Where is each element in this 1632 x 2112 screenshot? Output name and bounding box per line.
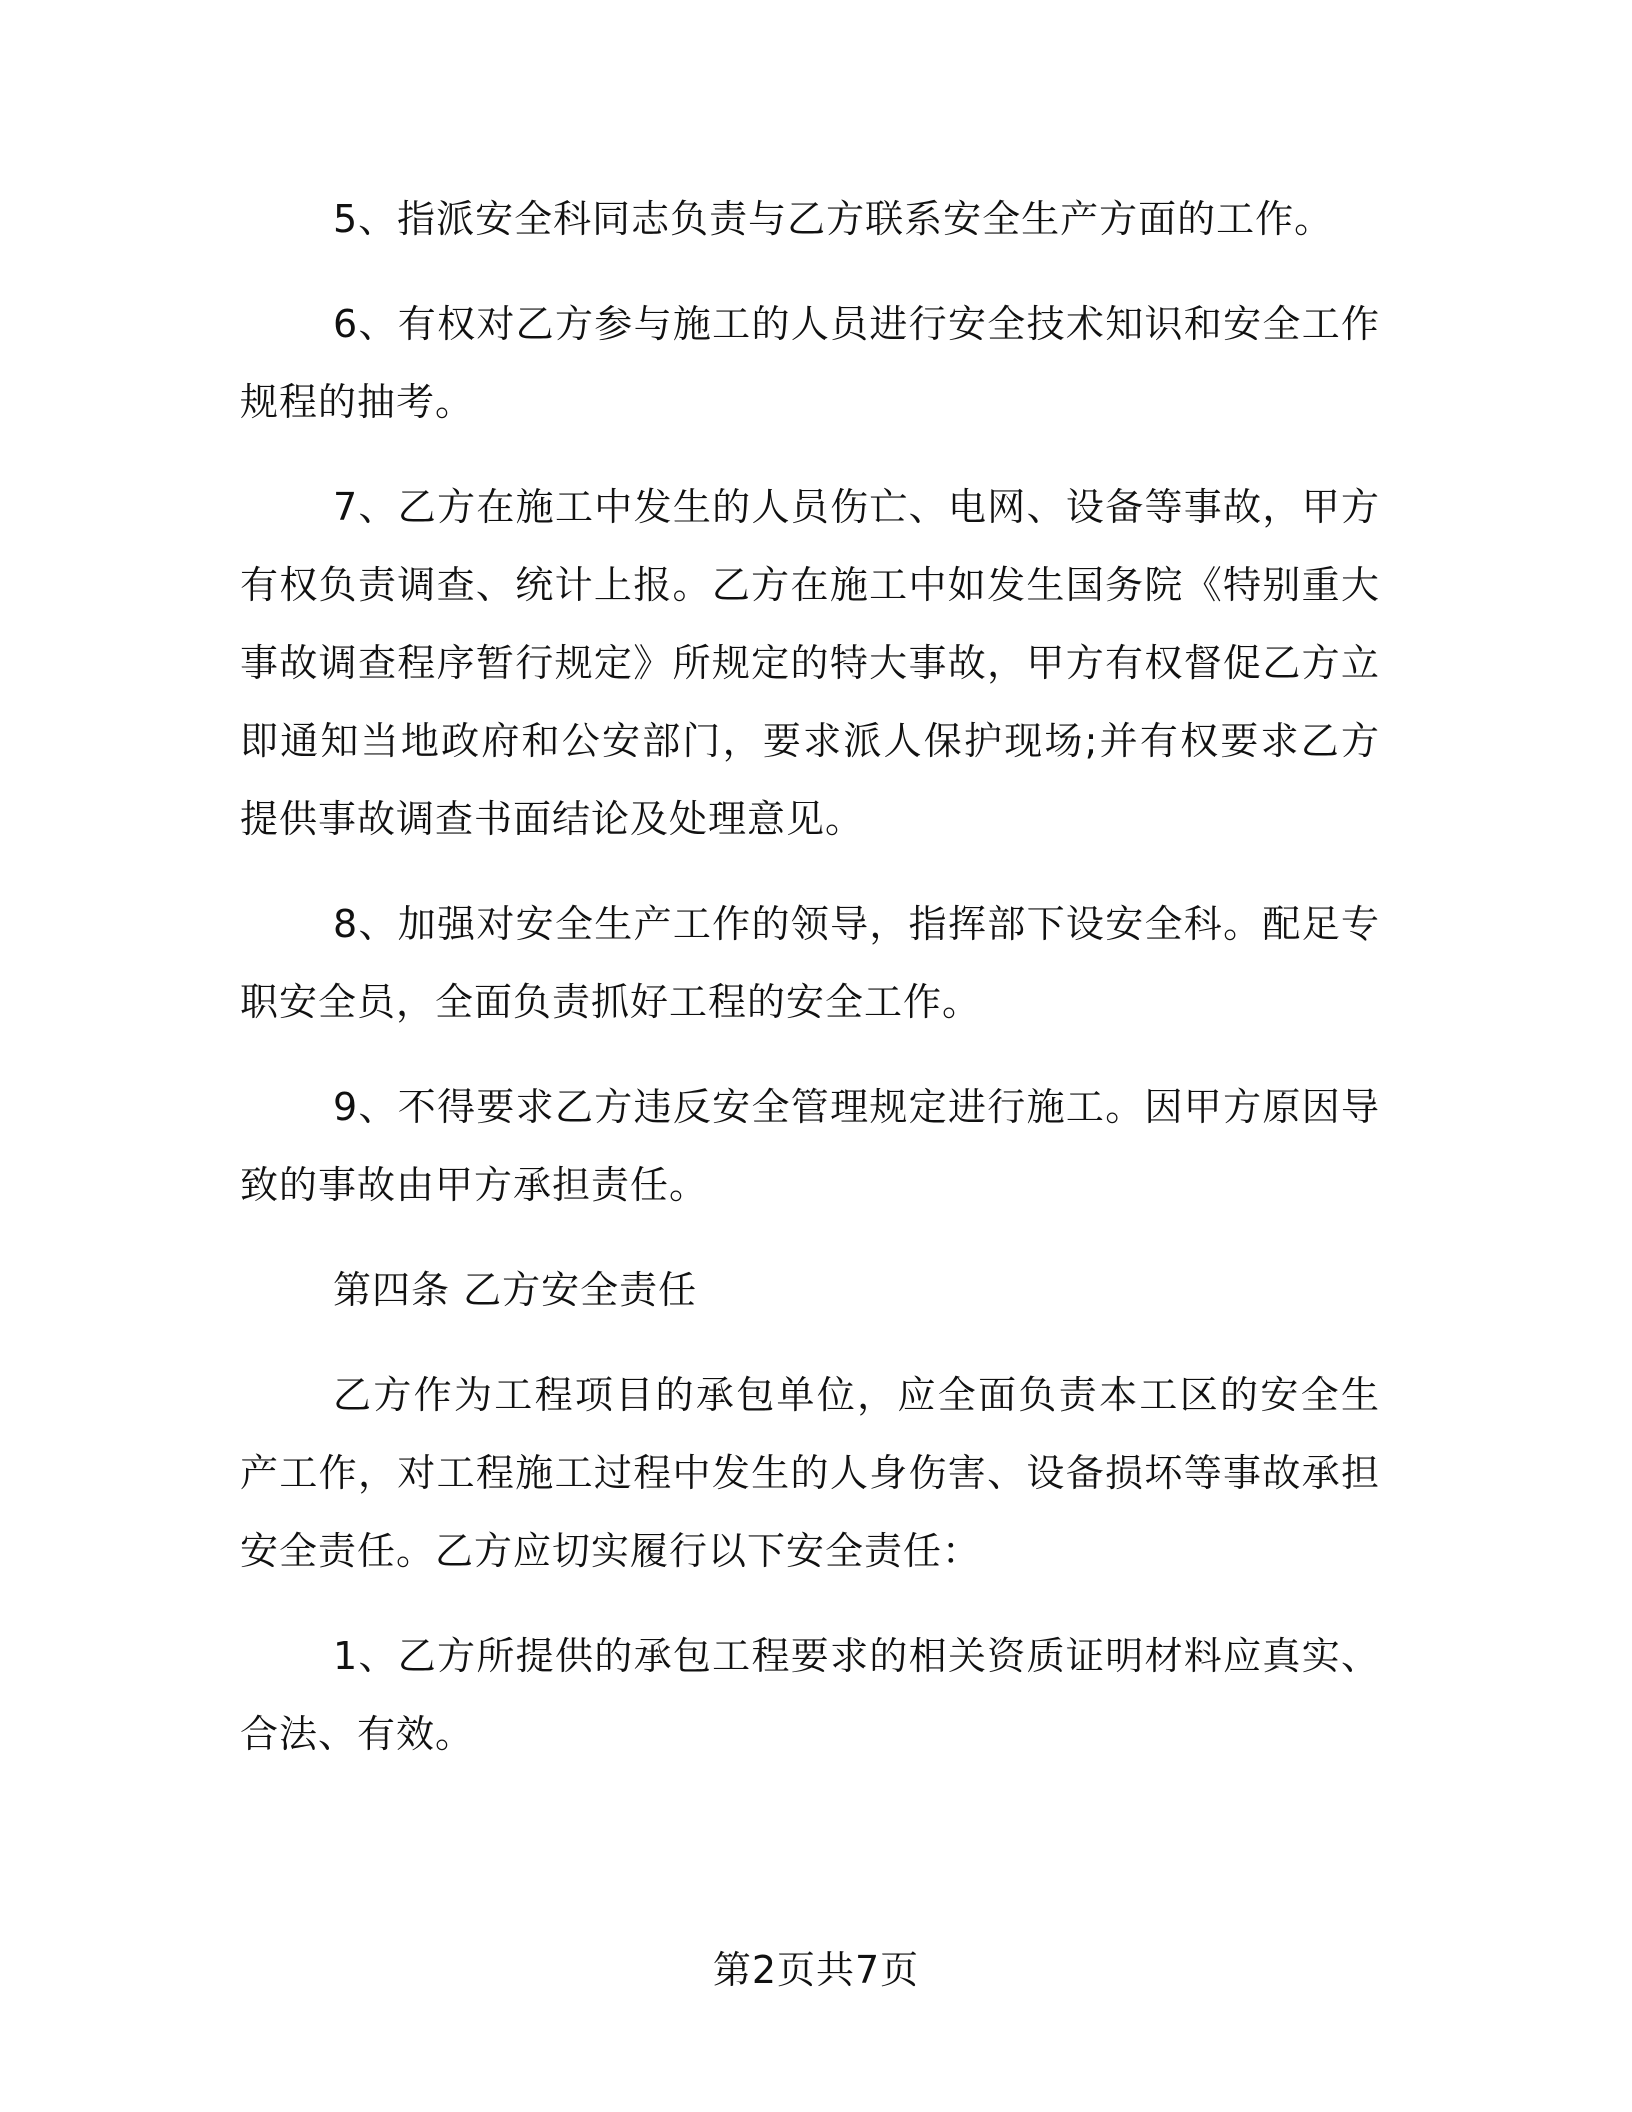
paragraph-party-b-item-1: 1、乙方所提供的承包工程要求的相关资质证明材料应真实、合法、有效。: [240, 1634, 1380, 1756]
paragraph-item-9: 9、不得要求乙方违反安全管理规定进行施工。因甲方原因导致的事故由甲方承担责任。: [240, 1085, 1380, 1207]
paragraph-item-6: 6、有权对乙方参与施工的人员进行安全技术知识和安全工作规程的抽考。: [240, 302, 1380, 424]
page-number-footer: 第2页共7页: [712, 1948, 920, 1992]
paragraph-party-b-intro: 乙方作为工程项目的承包单位，应全面负责本工区的安全生产工作，对工程施工过程中发生的人身伤害、设备损坏等事故承担安全责任。乙方应切实履行以下安全责任：: [240, 1373, 1380, 1573]
section-heading-article-4: 第四条 乙方安全责任: [333, 1268, 698, 1312]
document-body: [240, 180, 1380, 1800]
paragraph-item-5: 5、指派安全科同志负责与乙方联系安全生产方面的工作。: [333, 197, 1334, 241]
paragraph-item-8: 8、加强对安全生产工作的领导，指挥部下设安全科。配足专职安全员，全面负责抓好工程的安全工作。: [240, 902, 1380, 1024]
paragraph-item-7: 7、乙方在施工中发生的人员伤亡、电网、设备等事故，甲方有权负责调查、统计上报。乙方在施工中如发生国务院《特别重大事故调查程序暂行规定》所规定的特大事故，甲方有权督促乙方立即通知当地政府和公安部门，要求派人保护现场;并有权要求乙方提供事故调查书面结论及处理意见。: [240, 485, 1380, 841]
